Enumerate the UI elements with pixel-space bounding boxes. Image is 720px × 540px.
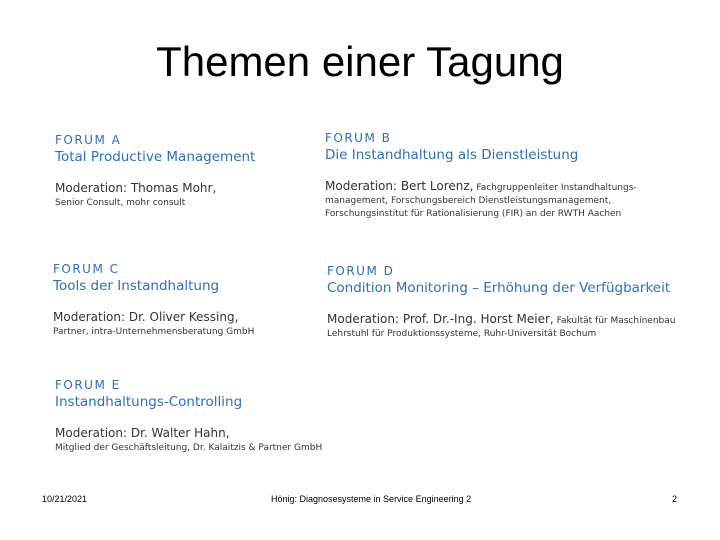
- footer-date: 10/21/2021: [42, 494, 88, 504]
- forum-a: [55, 133, 255, 208]
- moderation-line: [55, 181, 255, 195]
- forum-name: Instandhaltungs-Controlling: [55, 394, 243, 410]
- forum-label: FORUM D: [327, 264, 395, 278]
- moderator: Moderation: Dr. Walter Hahn,: [55, 426, 230, 440]
- moderation-line: [327, 312, 675, 326]
- moderator: Moderation: Thomas Mohr,: [55, 181, 217, 195]
- moderation-line: [55, 426, 322, 440]
- forum-label: FORUM A: [55, 133, 122, 147]
- forum-b: [325, 131, 637, 219]
- moderator-affiliation: Forschungsinstitut für Rationalisierung (FIR) an der RWTH Aachen: [325, 209, 622, 219]
- footer-page-number: 2: [672, 494, 678, 504]
- slide-title: Themen einer Tagung: [156, 38, 564, 85]
- forum-name: Die Instandhaltung als Dienstleistung: [325, 147, 579, 163]
- moderation-line: [325, 179, 637, 193]
- forum-name: Total Productive Management: [55, 149, 256, 165]
- forum-label: FORUM C: [53, 262, 120, 276]
- forum-e: [55, 378, 322, 453]
- moderator: Moderation: Bert Lorenz,: [325, 179, 474, 193]
- forum-label: FORUM B: [325, 131, 392, 145]
- forum-d: [327, 264, 675, 339]
- moderator-affiliation: Lehrstuhl für Produktionssysteme, Ruhr-Universität Bochum: [327, 329, 597, 339]
- forum-name: Condition Monitoring – Erhöhung der Verfügbarkeit: [327, 280, 671, 296]
- moderator-detail: Fachgruppenleiter Instandhaltungs-: [473, 183, 637, 193]
- forum-name: Tools der Instandhaltung: [53, 278, 220, 294]
- forum-c: [53, 262, 254, 337]
- moderator-affiliation: management, Forschungsbereich Dienstleistungsmanagement,: [325, 196, 612, 206]
- moderator-affiliation: Mitglied der Geschäftsleitung, Dr. Kalaitzis & Partner GmbH: [55, 443, 323, 453]
- moderator-affiliation: Partner, intra-Unternehmensberatung GmbH: [53, 327, 255, 337]
- footer-text: Hönig: Diagnosesysteme in Service Engineering 2: [271, 494, 472, 504]
- moderator-affiliation: Senior Consult, mohr consult: [55, 198, 186, 208]
- forum-label: FORUM E: [55, 378, 121, 392]
- moderator-detail: Fakultät für Maschinenbau: [553, 316, 676, 326]
- moderation-line: [53, 310, 254, 324]
- moderator: Moderation: Prof. Dr.-Ing. Horst Meier,: [327, 312, 554, 326]
- moderator: Moderation: Dr. Oliver Kessing,: [53, 310, 239, 324]
